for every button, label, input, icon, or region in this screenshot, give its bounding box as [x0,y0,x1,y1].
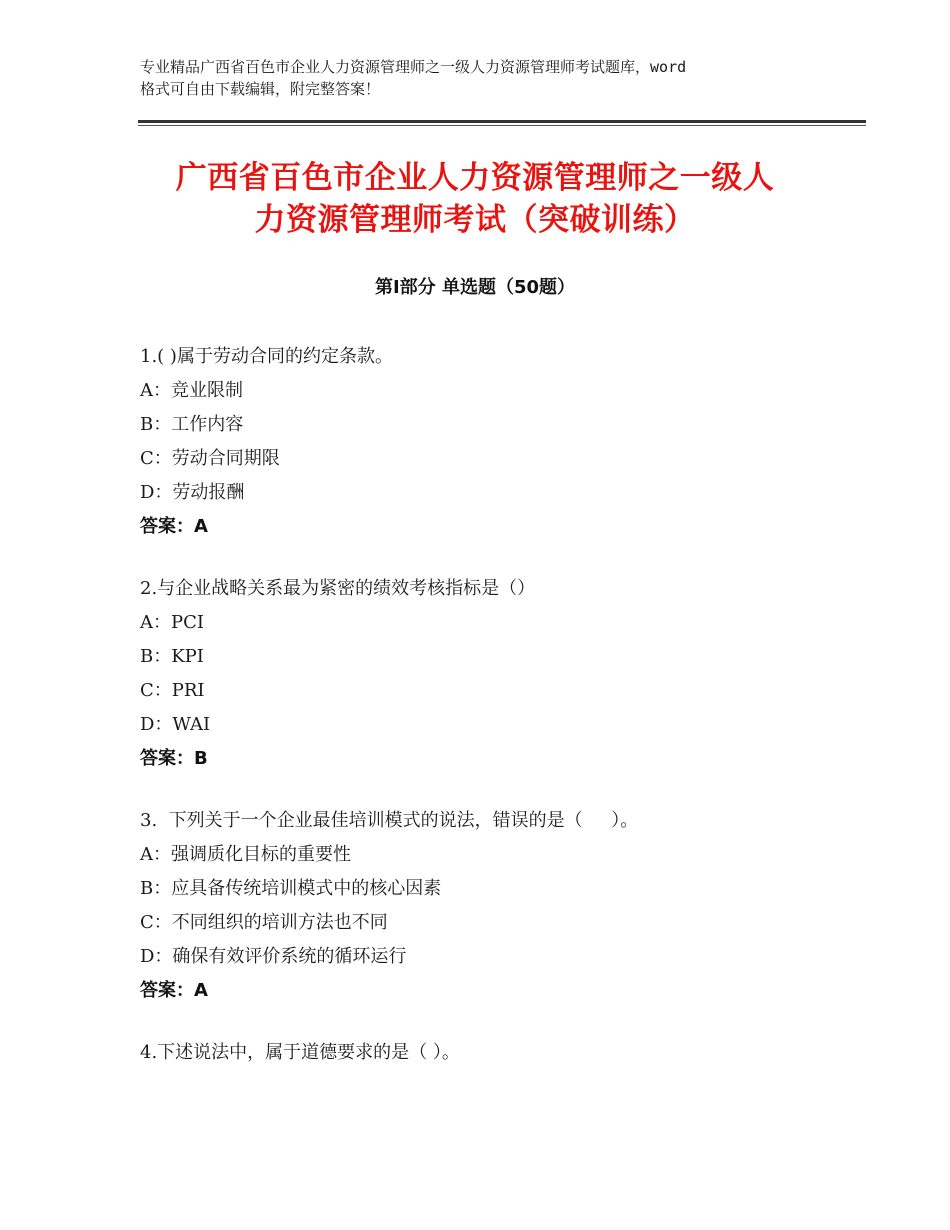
question-item [140,1036,840,1070]
section-heading: 第Ⅰ部分 单选题（50题） [374,277,575,298]
header-divider [138,125,866,126]
option-a: A：强调质化目标的重要性 [140,844,351,865]
document-title [130,157,820,241]
question-stem: 3. 下列关于一个企业最佳培训模式的说法，错误的是（ ）。 [140,810,639,831]
header-note [140,56,820,100]
question-item [140,572,840,776]
answer-line: 答案：A [140,980,208,1001]
document-title-line: 力资源管理师考试（突破训练） [254,202,696,238]
option-c: C：不同组织的培训方法也不同 [140,912,388,933]
option-a: A：竞业限制 [140,380,243,401]
option-b: B：工作内容 [140,414,244,435]
option-c: C：劳动合同期限 [140,448,280,469]
header-note-line: 专业精品广西省百色市企业人力资源管理师之一级人力资源管理师考试题库，word [140,58,687,76]
option-b: B：应具备传统培训模式中的核心因素 [140,878,442,899]
document-title-line: 广西省百色市企业人力资源管理师之一级人 [175,160,775,196]
question-stem: 1.( )属于劳动合同的约定条款。 [140,346,393,367]
question-item [140,804,840,1008]
question-stem: 2.与企业战略关系最为紧密的绩效考核指标是（） [140,578,536,599]
option-d: D：WAI [140,714,211,735]
option-a: A：PCI [140,612,204,633]
option-b: B：KPI [140,646,204,667]
header-divider [138,120,866,123]
answer-line: 答案：A [140,516,208,537]
answer-line: 答案：B [140,748,208,769]
option-c: C：PRI [140,680,205,701]
question-list [140,340,840,1098]
question-item [140,340,840,544]
header-note-line: 格式可自由下载编辑，附完整答案！ [140,80,381,98]
option-d: D：确保有效评价系统的循环运行 [140,946,407,967]
option-d: D：劳动报酬 [140,482,245,503]
question-stem: 4.下述说法中，属于道德要求的是（ ）。 [140,1042,460,1063]
